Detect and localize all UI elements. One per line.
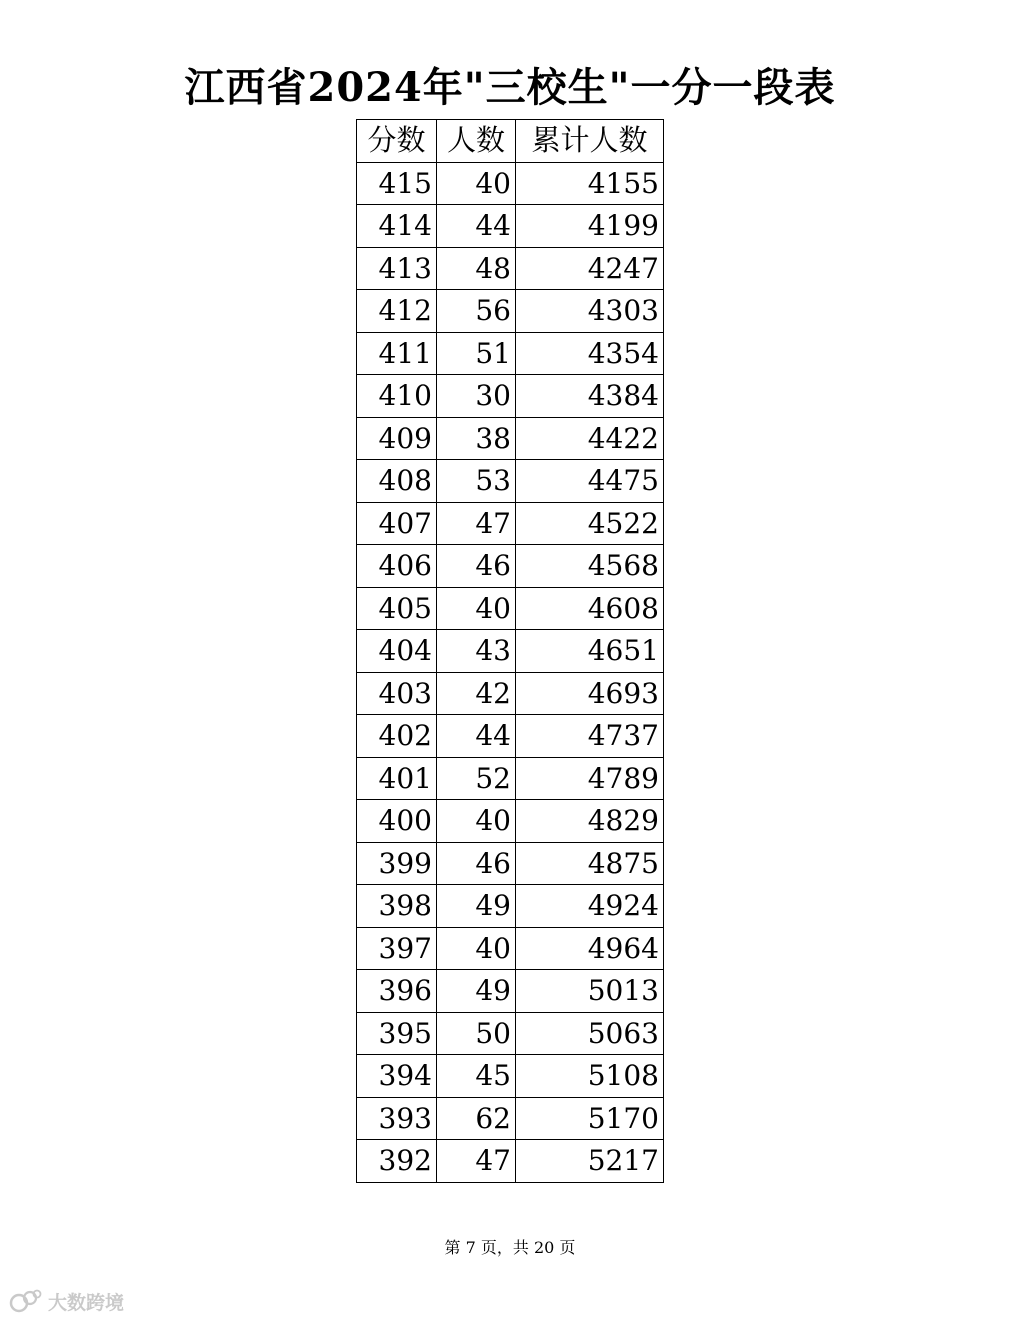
cell-score: 397 xyxy=(357,927,437,970)
cell-count: 47 xyxy=(437,502,516,545)
watermark-text: 大数跨境 xyxy=(48,1291,125,1314)
cell-score: 410 xyxy=(357,375,437,418)
cell-score: 394 xyxy=(357,1055,437,1098)
header-score: 分数 xyxy=(357,120,437,163)
cell-count: 46 xyxy=(437,545,516,588)
table-row xyxy=(357,757,664,800)
cell-cumulative: 4829 xyxy=(516,800,664,843)
cell-count: 40 xyxy=(437,800,516,843)
cell-count: 56 xyxy=(437,290,516,333)
cell-count: 46 xyxy=(437,842,516,885)
cell-score: 395 xyxy=(357,1012,437,1055)
table-row xyxy=(357,927,664,970)
cell-cumulative: 4303 xyxy=(516,290,664,333)
table-row xyxy=(357,162,664,205)
cell-count: 45 xyxy=(437,1055,516,1098)
cell-count: 49 xyxy=(437,885,516,928)
table-row xyxy=(357,715,664,758)
cell-cumulative: 4568 xyxy=(516,545,664,588)
cell-count: 49 xyxy=(437,970,516,1013)
cell-count: 47 xyxy=(437,1140,516,1183)
table-row xyxy=(357,885,664,928)
cell-count: 38 xyxy=(437,417,516,460)
page-footer: 第 7 页，共 20 页 xyxy=(444,1238,576,1257)
cell-count: 44 xyxy=(437,715,516,758)
cell-score: 401 xyxy=(357,757,437,800)
cell-score: 396 xyxy=(357,970,437,1013)
cell-score: 412 xyxy=(357,290,437,333)
cell-cumulative: 4608 xyxy=(516,587,664,630)
watermark xyxy=(8,1284,124,1318)
cell-score: 400 xyxy=(357,800,437,843)
table-header-row xyxy=(357,120,664,163)
table-row xyxy=(357,332,664,375)
cell-cumulative: 4354 xyxy=(516,332,664,375)
cell-count: 50 xyxy=(437,1012,516,1055)
cell-count: 62 xyxy=(437,1097,516,1140)
cell-cumulative: 4475 xyxy=(516,460,664,503)
cell-count: 42 xyxy=(437,672,516,715)
table-row xyxy=(357,1012,664,1055)
cell-cumulative: 5063 xyxy=(516,1012,664,1055)
cell-score: 405 xyxy=(357,587,437,630)
cell-cumulative: 4875 xyxy=(516,842,664,885)
cell-score: 414 xyxy=(357,205,437,248)
cell-score: 403 xyxy=(357,672,437,715)
table-row xyxy=(357,247,664,290)
cell-cumulative: 5013 xyxy=(516,970,664,1013)
table-row xyxy=(357,1055,664,1098)
page-title: 江西省2024年"三校生"一分一段表 xyxy=(184,64,836,111)
table-row xyxy=(357,502,664,545)
cell-cumulative: 4651 xyxy=(516,630,664,673)
cell-cumulative: 4384 xyxy=(516,375,664,418)
cell-count: 44 xyxy=(437,205,516,248)
cell-cumulative: 5108 xyxy=(516,1055,664,1098)
cell-count: 40 xyxy=(437,162,516,205)
cell-cumulative: 4247 xyxy=(516,247,664,290)
cell-cumulative: 4924 xyxy=(516,885,664,928)
cell-cumulative: 4693 xyxy=(516,672,664,715)
cell-count: 48 xyxy=(437,247,516,290)
watermark-logo-icon xyxy=(8,1287,42,1315)
cell-cumulative: 4422 xyxy=(516,417,664,460)
cell-count: 53 xyxy=(437,460,516,503)
cell-score: 406 xyxy=(357,545,437,588)
cell-count: 51 xyxy=(437,332,516,375)
cell-count: 40 xyxy=(437,927,516,970)
header-count: 人数 xyxy=(437,120,516,163)
table-row xyxy=(357,1097,664,1140)
table-row xyxy=(357,800,664,843)
cell-count: 30 xyxy=(437,375,516,418)
cell-cumulative: 4522 xyxy=(516,502,664,545)
cell-cumulative: 5170 xyxy=(516,1097,664,1140)
table-row xyxy=(357,672,664,715)
cell-count: 43 xyxy=(437,630,516,673)
cell-score: 402 xyxy=(357,715,437,758)
table-row xyxy=(357,630,664,673)
cell-score: 408 xyxy=(357,460,437,503)
cell-score: 413 xyxy=(357,247,437,290)
header-cumulative: 累计人数 xyxy=(516,120,664,163)
cell-cumulative: 4737 xyxy=(516,715,664,758)
cell-score: 411 xyxy=(357,332,437,375)
table-row xyxy=(357,460,664,503)
cell-cumulative: 4199 xyxy=(516,205,664,248)
table-row xyxy=(357,587,664,630)
cell-score: 392 xyxy=(357,1140,437,1183)
score-table xyxy=(356,119,664,1183)
cell-score: 409 xyxy=(357,417,437,460)
table-row xyxy=(357,205,664,248)
table-row xyxy=(357,375,664,418)
cell-cumulative: 4155 xyxy=(516,162,664,205)
cell-cumulative: 4789 xyxy=(516,757,664,800)
table-row xyxy=(357,290,664,333)
cell-score: 404 xyxy=(357,630,437,673)
cell-cumulative: 4964 xyxy=(516,927,664,970)
cell-score: 407 xyxy=(357,502,437,545)
cell-score: 415 xyxy=(357,162,437,205)
table-body xyxy=(357,162,664,1182)
cell-score: 393 xyxy=(357,1097,437,1140)
cell-cumulative: 5217 xyxy=(516,1140,664,1183)
table-row xyxy=(357,545,664,588)
cell-score: 399 xyxy=(357,842,437,885)
table-row xyxy=(357,842,664,885)
cell-count: 52 xyxy=(437,757,516,800)
table-row xyxy=(357,417,664,460)
table-row xyxy=(357,970,664,1013)
cell-count: 40 xyxy=(437,587,516,630)
table-row xyxy=(357,1140,664,1183)
cell-score: 398 xyxy=(357,885,437,928)
